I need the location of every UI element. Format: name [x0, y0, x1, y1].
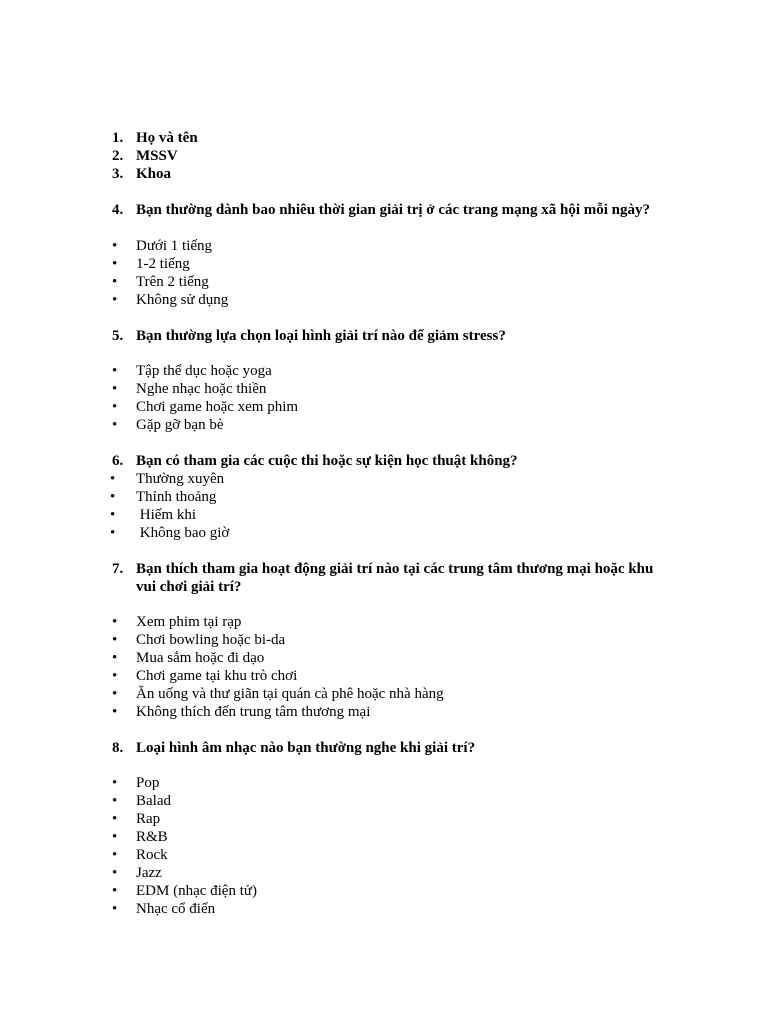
bullet: • — [112, 399, 118, 415]
bullet: • — [112, 292, 118, 308]
option-text: Nhạc cổ điển — [136, 901, 216, 917]
list-number: 3. — [112, 166, 124, 182]
option-text: Chơi game tại khu trò chơi — [136, 668, 298, 684]
question-text: Bạn thường lựa chọn loại hình giải trí nào để giảm stress? — [136, 328, 506, 344]
bullet: • — [112, 632, 118, 648]
bullet: • — [112, 274, 118, 290]
option-text: Hiếm khi — [136, 507, 196, 523]
question-number: 5. — [112, 328, 124, 344]
question-number: 6. — [112, 453, 124, 469]
bullet: • — [112, 883, 118, 899]
bullet: • — [112, 901, 118, 917]
list-number: 1. — [112, 130, 124, 146]
option-text: Jazz — [136, 865, 162, 881]
bullet: • — [112, 363, 118, 379]
bullet: • — [112, 256, 118, 272]
option-text: Xem phim tại rạp — [136, 614, 242, 630]
question-text: Bạn thích tham gia hoạt động giải trí nào tại các trung tâm thương mại hoặc khu — [136, 561, 654, 577]
bullet: • — [112, 650, 118, 666]
bullet: • — [112, 865, 118, 881]
question-number: 7. — [112, 561, 124, 577]
info-label: Khoa — [136, 166, 172, 182]
bullet: • — [112, 417, 118, 433]
bullet: • — [112, 775, 118, 791]
question-text: vui chơi giải trí? — [136, 579, 242, 595]
question-text: Loại hình âm nhạc nào bạn thường nghe khi giải trí? — [136, 740, 476, 756]
option-text: Không bao giờ — [136, 525, 230, 541]
info-label: MSSV — [136, 148, 178, 164]
info-label: Họ và tên — [136, 130, 198, 146]
option-text: Dưới 1 tiếng — [136, 238, 213, 254]
option-text: Rock — [136, 847, 168, 863]
option-text: Rap — [136, 811, 161, 827]
option-text: EDM (nhạc điện tử) — [136, 883, 258, 899]
question-number: 8. — [112, 740, 124, 756]
bullet: • — [112, 829, 118, 845]
option-text: Không sử dụng — [136, 292, 229, 308]
bullet: • — [110, 507, 116, 523]
option-text: Thỉnh thoảng — [136, 489, 217, 505]
option-text: Chơi bowling hoặc bi-da — [136, 632, 286, 648]
bullet: • — [110, 489, 116, 505]
bullet: • — [112, 704, 118, 720]
option-text: Trên 2 tiếng — [136, 274, 209, 290]
option-text: Chơi game hoặc xem phim — [136, 399, 299, 415]
bullet: • — [112, 811, 118, 827]
option-text: Thường xuyên — [136, 471, 225, 487]
option-text: Không thích đến trung tâm thương mại — [136, 704, 371, 720]
bullet: • — [112, 668, 118, 684]
option-text: Ăn uống và thư giãn tại quán cà phê hoặc nhà hàng — [136, 686, 444, 702]
bullet: • — [112, 614, 118, 630]
option-text: Tập thể dục hoặc yoga — [136, 363, 272, 379]
option-text: Gặp gỡ bạn bè — [136, 417, 224, 433]
option-text: R&B — [136, 829, 168, 845]
option-text: Nghe nhạc hoặc thiền — [136, 381, 267, 397]
option-text: 1-2 tiếng — [136, 256, 190, 272]
question-text: Bạn có tham gia các cuộc thi hoặc sự kiện học thuật không? — [136, 453, 518, 469]
bullet: • — [112, 238, 118, 254]
bullet: • — [112, 381, 118, 397]
bullet: • — [110, 525, 116, 541]
question-number: 4. — [112, 202, 124, 218]
bullet: • — [112, 793, 118, 809]
list-number: 2. — [112, 148, 124, 164]
option-text: Balad — [136, 793, 171, 809]
option-text: Mua sắm hoặc đi dạo — [136, 650, 265, 666]
bullet: • — [112, 847, 118, 863]
question-text: Bạn thường dành bao nhiêu thời gian giải trị ở các trang mạng xã hội mỗi ngày? — [136, 202, 650, 218]
option-text: Pop — [136, 775, 160, 791]
bullet: • — [110, 471, 116, 487]
bullet: • — [112, 686, 118, 702]
